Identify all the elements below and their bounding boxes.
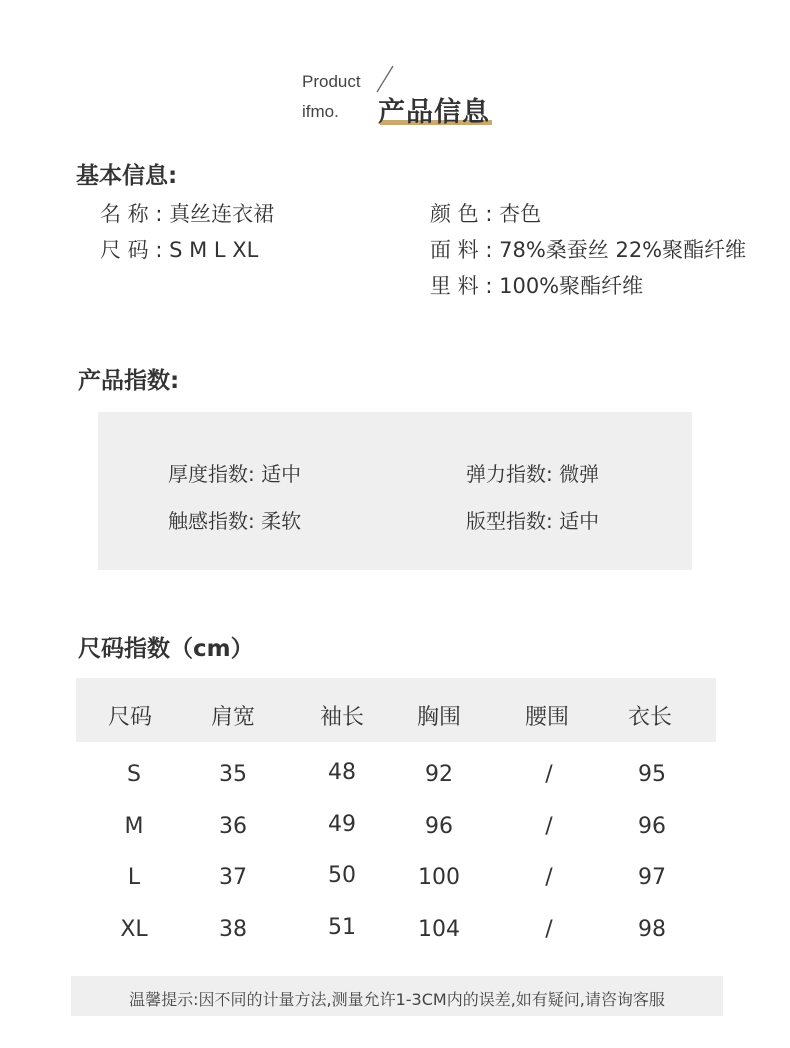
table-cell: 35 bbox=[219, 762, 247, 787]
table-cell: L bbox=[127, 865, 141, 890]
table-cell: 50 bbox=[328, 863, 356, 888]
table-cell: / bbox=[545, 814, 553, 839]
column-header-waist: 腰围 bbox=[524, 705, 569, 730]
table-cell: 92 bbox=[425, 762, 453, 787]
table-cell: 38 bbox=[219, 917, 247, 942]
table-cell: M bbox=[124, 814, 144, 839]
table-cell: / bbox=[545, 762, 553, 787]
column-header-shoulder: 肩宽 bbox=[210, 705, 255, 730]
info-name: 名 称 : 真丝连衣裙 bbox=[100, 202, 275, 226]
table-cell: S bbox=[127, 762, 141, 787]
column-header-bust: 胸围 bbox=[416, 705, 461, 730]
index-fit: 版型指数: 适中 bbox=[466, 509, 600, 533]
info-size: 尺 码 : S M L XL bbox=[100, 238, 259, 262]
index-touch: 触感指数: 柔软 bbox=[168, 509, 302, 533]
column-header-length: 衣长 bbox=[627, 705, 672, 730]
table-cell: / bbox=[545, 917, 553, 942]
info-lining: 里 料 : 100%聚酯纤维 bbox=[430, 274, 644, 298]
info-color: 颜 色 : 杏色 bbox=[430, 202, 542, 226]
basic-info-heading: 基本信息: bbox=[76, 163, 178, 189]
product-index-heading: 产品指数: bbox=[78, 368, 180, 394]
page-title: 产品信息 bbox=[378, 97, 490, 128]
table-cell: XL bbox=[120, 917, 148, 942]
table-cell: 36 bbox=[219, 814, 247, 839]
header-en-line1: Product bbox=[302, 72, 361, 91]
table-cell: 95 bbox=[638, 762, 666, 787]
table-cell: / bbox=[545, 865, 553, 890]
index-thickness: 厚度指数: 适中 bbox=[168, 462, 302, 486]
table-cell: 96 bbox=[638, 814, 666, 839]
table-cell: 104 bbox=[418, 917, 460, 942]
header-en-line2: ifmo. bbox=[302, 102, 339, 121]
table-cell: 98 bbox=[638, 917, 666, 942]
table-cell: 100 bbox=[418, 865, 460, 890]
table-cell: 51 bbox=[328, 915, 356, 940]
column-header-sleeve: 袖长 bbox=[319, 705, 364, 730]
column-header-size: 尺码 bbox=[107, 705, 152, 730]
notice-text: 温馨提示:因不同的计量方法,测量允许1-3CM内的误差,如有疑问,请咨询客服 bbox=[129, 990, 665, 1009]
table-cell: 49 bbox=[328, 812, 356, 837]
table-cell: 48 bbox=[328, 760, 356, 785]
size-table-heading: 尺码指数（cm） bbox=[78, 636, 254, 662]
index-elasticity: 弹力指数: 微弹 bbox=[466, 462, 600, 486]
product-index-box bbox=[98, 412, 692, 570]
table-cell: 96 bbox=[425, 814, 453, 839]
info-fabric: 面 料 : 78%桑蚕丝 22%聚酯纤维 bbox=[430, 238, 747, 262]
table-cell: 97 bbox=[638, 865, 666, 890]
table-cell: 37 bbox=[219, 865, 247, 890]
